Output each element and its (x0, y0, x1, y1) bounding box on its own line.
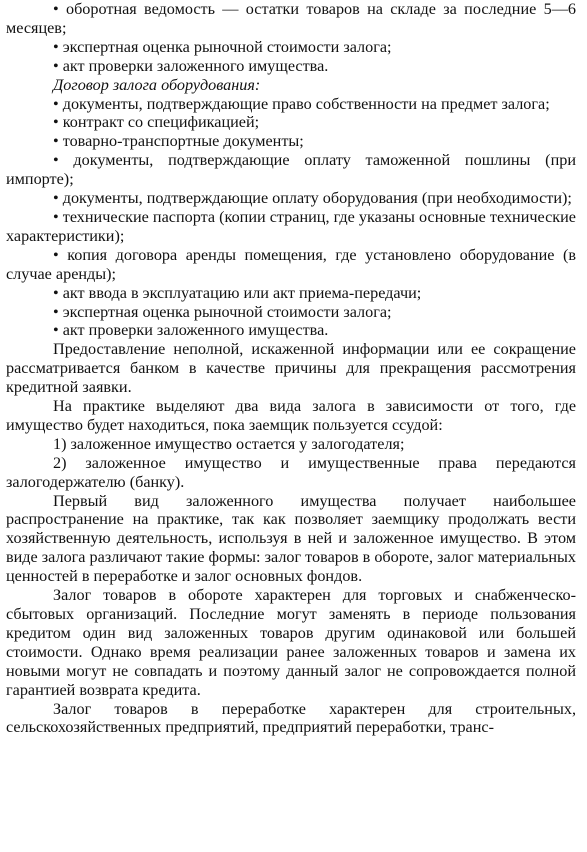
bullet-item: • акт ввода в эксплуатацию или акт приема-передачи; (53, 283, 422, 302)
bullet-item: • документы, подтверждающие оплату таможенной пошлины (при импорте); (6, 151, 576, 189)
bullet-item: • документы, подтверждающие право собственности на предмет залога; (53, 94, 550, 113)
section-heading: Договор залога оборудования: (53, 75, 261, 94)
paragraph: На практике выделяют два вида залога в зависимости от того, где имущество будет находиться, пока заемщик пользуется ссудой: (6, 397, 576, 434)
document-page (6, 0, 576, 737)
bullet-item: • документы, подтверждающие оплату оборудования (при необходимости); (53, 189, 572, 208)
bullet-item: • акт проверки заложенного имущества. (53, 56, 329, 75)
bullet-item: • копия договора аренды помещения, где установлено оборудование (в случае аренды); (6, 245, 576, 283)
bullet-item: • акт проверки заложенного имущества. (53, 321, 329, 340)
paragraph: Залог товаров в переработке характерен для строительных, сельскохозяйственных предприятий, предприятий переработки, транс- (6, 699, 576, 737)
bullet-item: • товарно-транспортные документы; (53, 132, 304, 151)
numbered-item: 2) заложенное имущество и имущественные права передаются залогодержателю (банку). (6, 453, 576, 491)
paragraph: Залог товаров в обороте характерен для торговых и снабженческо-сбытовых организаций. Последние могут заменять в периоде пользования кредитом один вид заложенных товаров другим одинаковой или большей стоимости. Однако время реализации ранее заложенных товаров и замена их новыми могут не совпадать и поэтому данный залог не сопровождается полной гарантией возврата кредита. (6, 586, 576, 699)
bullet-item: • контракт со спецификацией; (53, 113, 260, 132)
bullet-item: • технические паспорта (копии страниц, где указаны основные технические характеристики); (6, 207, 576, 245)
paragraph: Первый вид заложенного имущества получает наибольшее распространение на практике, так как позволяет заемщику продолжать вести хозяйственную деятельность, используя в ней и заложенное имущество. В этом виде залога различают такие формы: залог товаров в обороте, залог материальных ценностей в переработке и залог основных фондов. (6, 491, 576, 586)
bullet-item: • экспертная оценка рыночной стоимости залога; (53, 37, 392, 56)
paragraph: Предоставление неполной, искаженной информации или ее сокращение рассматривается банком в качестве причины для прекращения рассмотрения кредитной заявки. (6, 340, 576, 397)
bullet-item: • экспертная оценка рыночной стоимости залога; (53, 302, 392, 321)
bullet-item: • оборотная ведомость — остатки товаров на складе за последние 5—6 месяцев; (6, 0, 576, 37)
numbered-item: 1) заложенное имущество остается у залогодателя; (53, 434, 405, 453)
